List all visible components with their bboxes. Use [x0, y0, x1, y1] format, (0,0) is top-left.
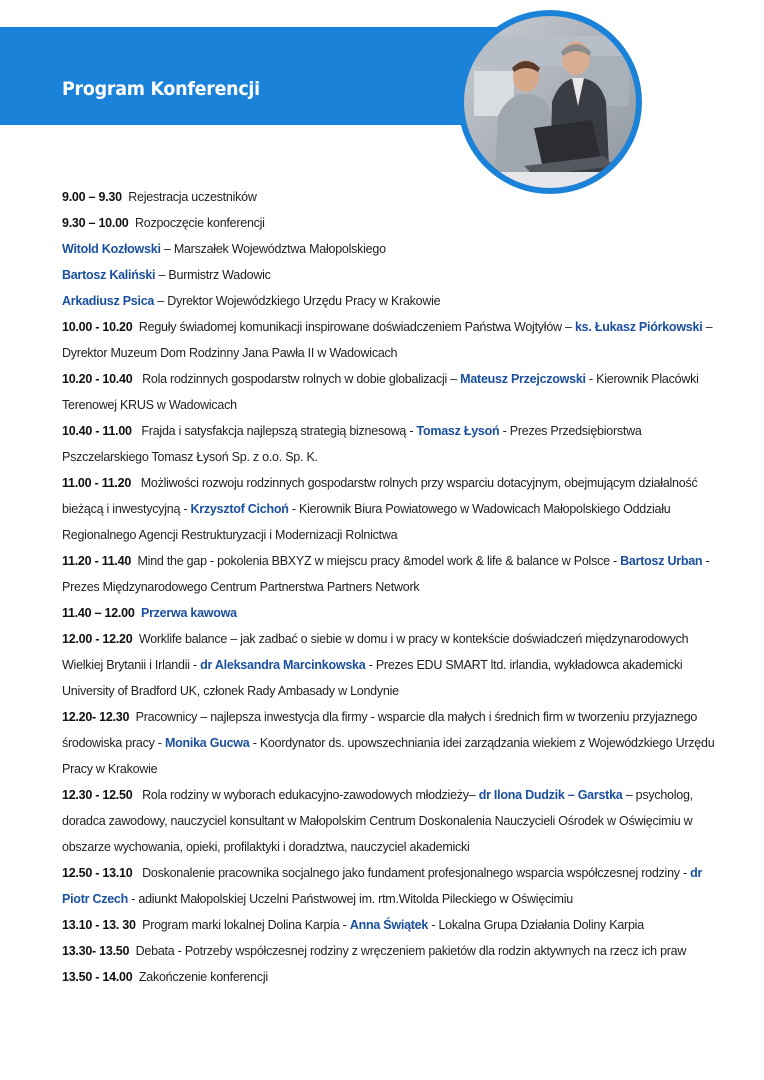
header-banner: [0, 27, 520, 125]
session-time: 13.30- 13.50: [62, 944, 130, 958]
session-text: Rozpoczęcie konferencji: [134, 216, 265, 230]
session-text: – Dyrektor Wojewódzkiego Urzędu Pracy w Krakowie: [154, 294, 441, 308]
session-text: – Dyrektor Muzeum Dom Rodzinny Jana Pawła II w Wadowicach: [62, 320, 713, 360]
session-text: - Koordynator ds. upowszechniania idei zarządzania wiekiem z Wojewódzkiego Urzędu Pracy w Krakowie: [62, 736, 715, 776]
session-time: 13.10 - 13. 30: [62, 918, 136, 932]
speaker-name: Przerwa kawowa: [140, 606, 237, 620]
session-time: 12.20- 12.30: [62, 710, 130, 724]
photo-frame: [458, 10, 642, 194]
session-time: 13.50 - 14.00: [62, 970, 133, 984]
session-time: 10.40 - 11.00: [62, 424, 132, 438]
program-item: [62, 548, 722, 600]
program-item: [62, 470, 722, 548]
session-text: Mind the gap - pokolenia BBXYZ w miejscu pracy &model work & life & balance w Polsce -: [137, 554, 621, 568]
speaker-name: Witold Kozłowski: [62, 242, 161, 256]
session-time: 11.40 – 12.00: [62, 606, 135, 620]
session-text: Frajda i satysfakcja najlepszą strategią biznesową -: [138, 424, 417, 438]
speaker-name: dr Ilona Dudzik – Garstka: [478, 788, 623, 802]
session-text: Rola rodzinnych gospodarstw rolnych w dobie globalizacji –: [138, 372, 461, 386]
session-text: Zakończenie konferencji: [138, 970, 268, 984]
speaker-name: Monika Gucwa: [164, 736, 250, 750]
program-item: [62, 236, 722, 262]
program-item: [62, 366, 722, 418]
session-time: 10.20 - 10.40: [62, 372, 133, 386]
session-time: 9.00 – 9.30: [62, 190, 122, 204]
program-item: [62, 860, 722, 912]
session-time: 11.20 - 11.40: [62, 554, 132, 568]
session-time: 12.50 - 13.10: [62, 866, 133, 880]
session-time: 12.00 - 12.20: [62, 632, 133, 646]
speaker-name: Bartosz Kaliński: [62, 268, 156, 282]
speaker-name: dr Piotr Czech: [62, 866, 703, 906]
session-time: 11.00 - 11.20: [62, 476, 132, 490]
program-item: [62, 600, 722, 626]
session-text: Rola rodziny w wyborach edukacyjno-zawodowych młodzieży–: [138, 788, 479, 802]
program-item: [62, 210, 722, 236]
program-item: [62, 704, 722, 782]
session-text: - Lokalna Grupa Działania Doliny Karpia: [428, 918, 644, 932]
session-text: - adiunkt Małopolskiej Uczelni Państwowej im. rtm.Witolda Pileckiego w Oświęcimiu: [128, 892, 573, 906]
session-text: Reguły świadomej komunikacji inspirowane doświadczeniem Państwa Wojtyłów –: [138, 320, 575, 334]
speaker-name: Krzysztof Cichoń: [190, 502, 289, 516]
session-text: Debata - Potrzeby współczesnej rodziny z wręczeniem pakietów dla rodzin aktywnych na rzecz ich praw: [135, 944, 687, 958]
speaker-name: Tomasz Łysoń: [416, 424, 500, 438]
speaker-name: ks. Łukasz Piórkowski: [574, 320, 703, 334]
session-time: 9.30 – 10.00: [62, 216, 129, 230]
speaker-name: dr Aleksandra Marcinkowska: [200, 658, 366, 672]
speaker-name: Mateusz Przejczowski: [460, 372, 586, 386]
program-item: [62, 288, 722, 314]
speaker-name: Anna Świątek: [349, 918, 429, 932]
session-text: - Prezes EDU SMART ltd. irlandia, wykładowca akademicki University of Bradford UK, członek Rady Ambasady w Londynie: [62, 658, 683, 698]
session-text: - Kierownik Biura Powiatowego w Wadowicach Małopolskiego Oddziału Regionalnego Agencji Restrukturyzacji i Modernizacji Rolnictwa: [62, 502, 671, 542]
program-item: [62, 262, 722, 288]
session-text: – psycholog, doradca zawodowy, nauczyciel konsultant w Małopolskim Centrum Doskonalenia Nauczycieli Ośrodek w Oświęcimiu w obszarze wychowania, opieki, profilaktyki i doradztwa, nauczyciel akademicki: [62, 788, 693, 854]
program-item: [62, 314, 722, 366]
page-title: Program Konferencji: [62, 78, 260, 100]
session-text: Możliwości rozwoju rodzinnych gospodarstw rolnych przy wsparciu dotacyjnym, obejmującym działalność bieżącą i inwestycyjną -: [62, 476, 698, 516]
program-item: [62, 184, 722, 210]
program-item: [62, 912, 722, 938]
program-list: [62, 184, 722, 990]
program-item: [62, 938, 722, 964]
session-text: - Kierownik Placówki Terenowej KRUS w Wadowicach: [62, 372, 699, 412]
session-text: Doskonalenie pracownika socjalnego jako fundament profesjonalnego wsparcia współczesnej rodziny -: [138, 866, 691, 880]
program-item: [62, 418, 722, 470]
session-time: 10.00 - 10.20: [62, 320, 133, 334]
speaker-name: Arkadiusz Psica: [62, 294, 155, 308]
program-item: [62, 964, 722, 990]
speaker-name: Bartosz Urban: [620, 554, 703, 568]
session-text: – Burmistrz Wadowic: [155, 268, 271, 282]
program-item: [62, 782, 722, 860]
session-time: 12.30 - 12.50: [62, 788, 133, 802]
program-item: [62, 626, 722, 704]
session-text: Worklife balance – jak zadbać o siebie w domu i w pracy w kontekście doświadczeń międzynarodowych Wielkiej Brytanii i Irlandii -: [62, 632, 689, 672]
session-text: - Prezes Międzynarodowego Centrum Partnerstwa Partners Network: [62, 554, 710, 594]
session-text: Program marki lokalnej Dolina Karpia -: [142, 918, 350, 932]
session-text: - Prezes Przedsiębiorstwa Pszczelarskiego Tomasz Łysoń Sp. z o.o. Sp. K.: [62, 424, 642, 464]
session-text: Pracownicy – najlepsza inwestycja dla firmy - wsparcie dla małych i średnich firm w tworzeniu przyjaznego środowiska pracy -: [62, 710, 698, 750]
session-text: Rejestracja uczestników: [128, 190, 257, 204]
photo-two-men-laptop-icon: [464, 16, 636, 188]
session-text: – Marszałek Województwa Małopolskiego: [160, 242, 386, 256]
